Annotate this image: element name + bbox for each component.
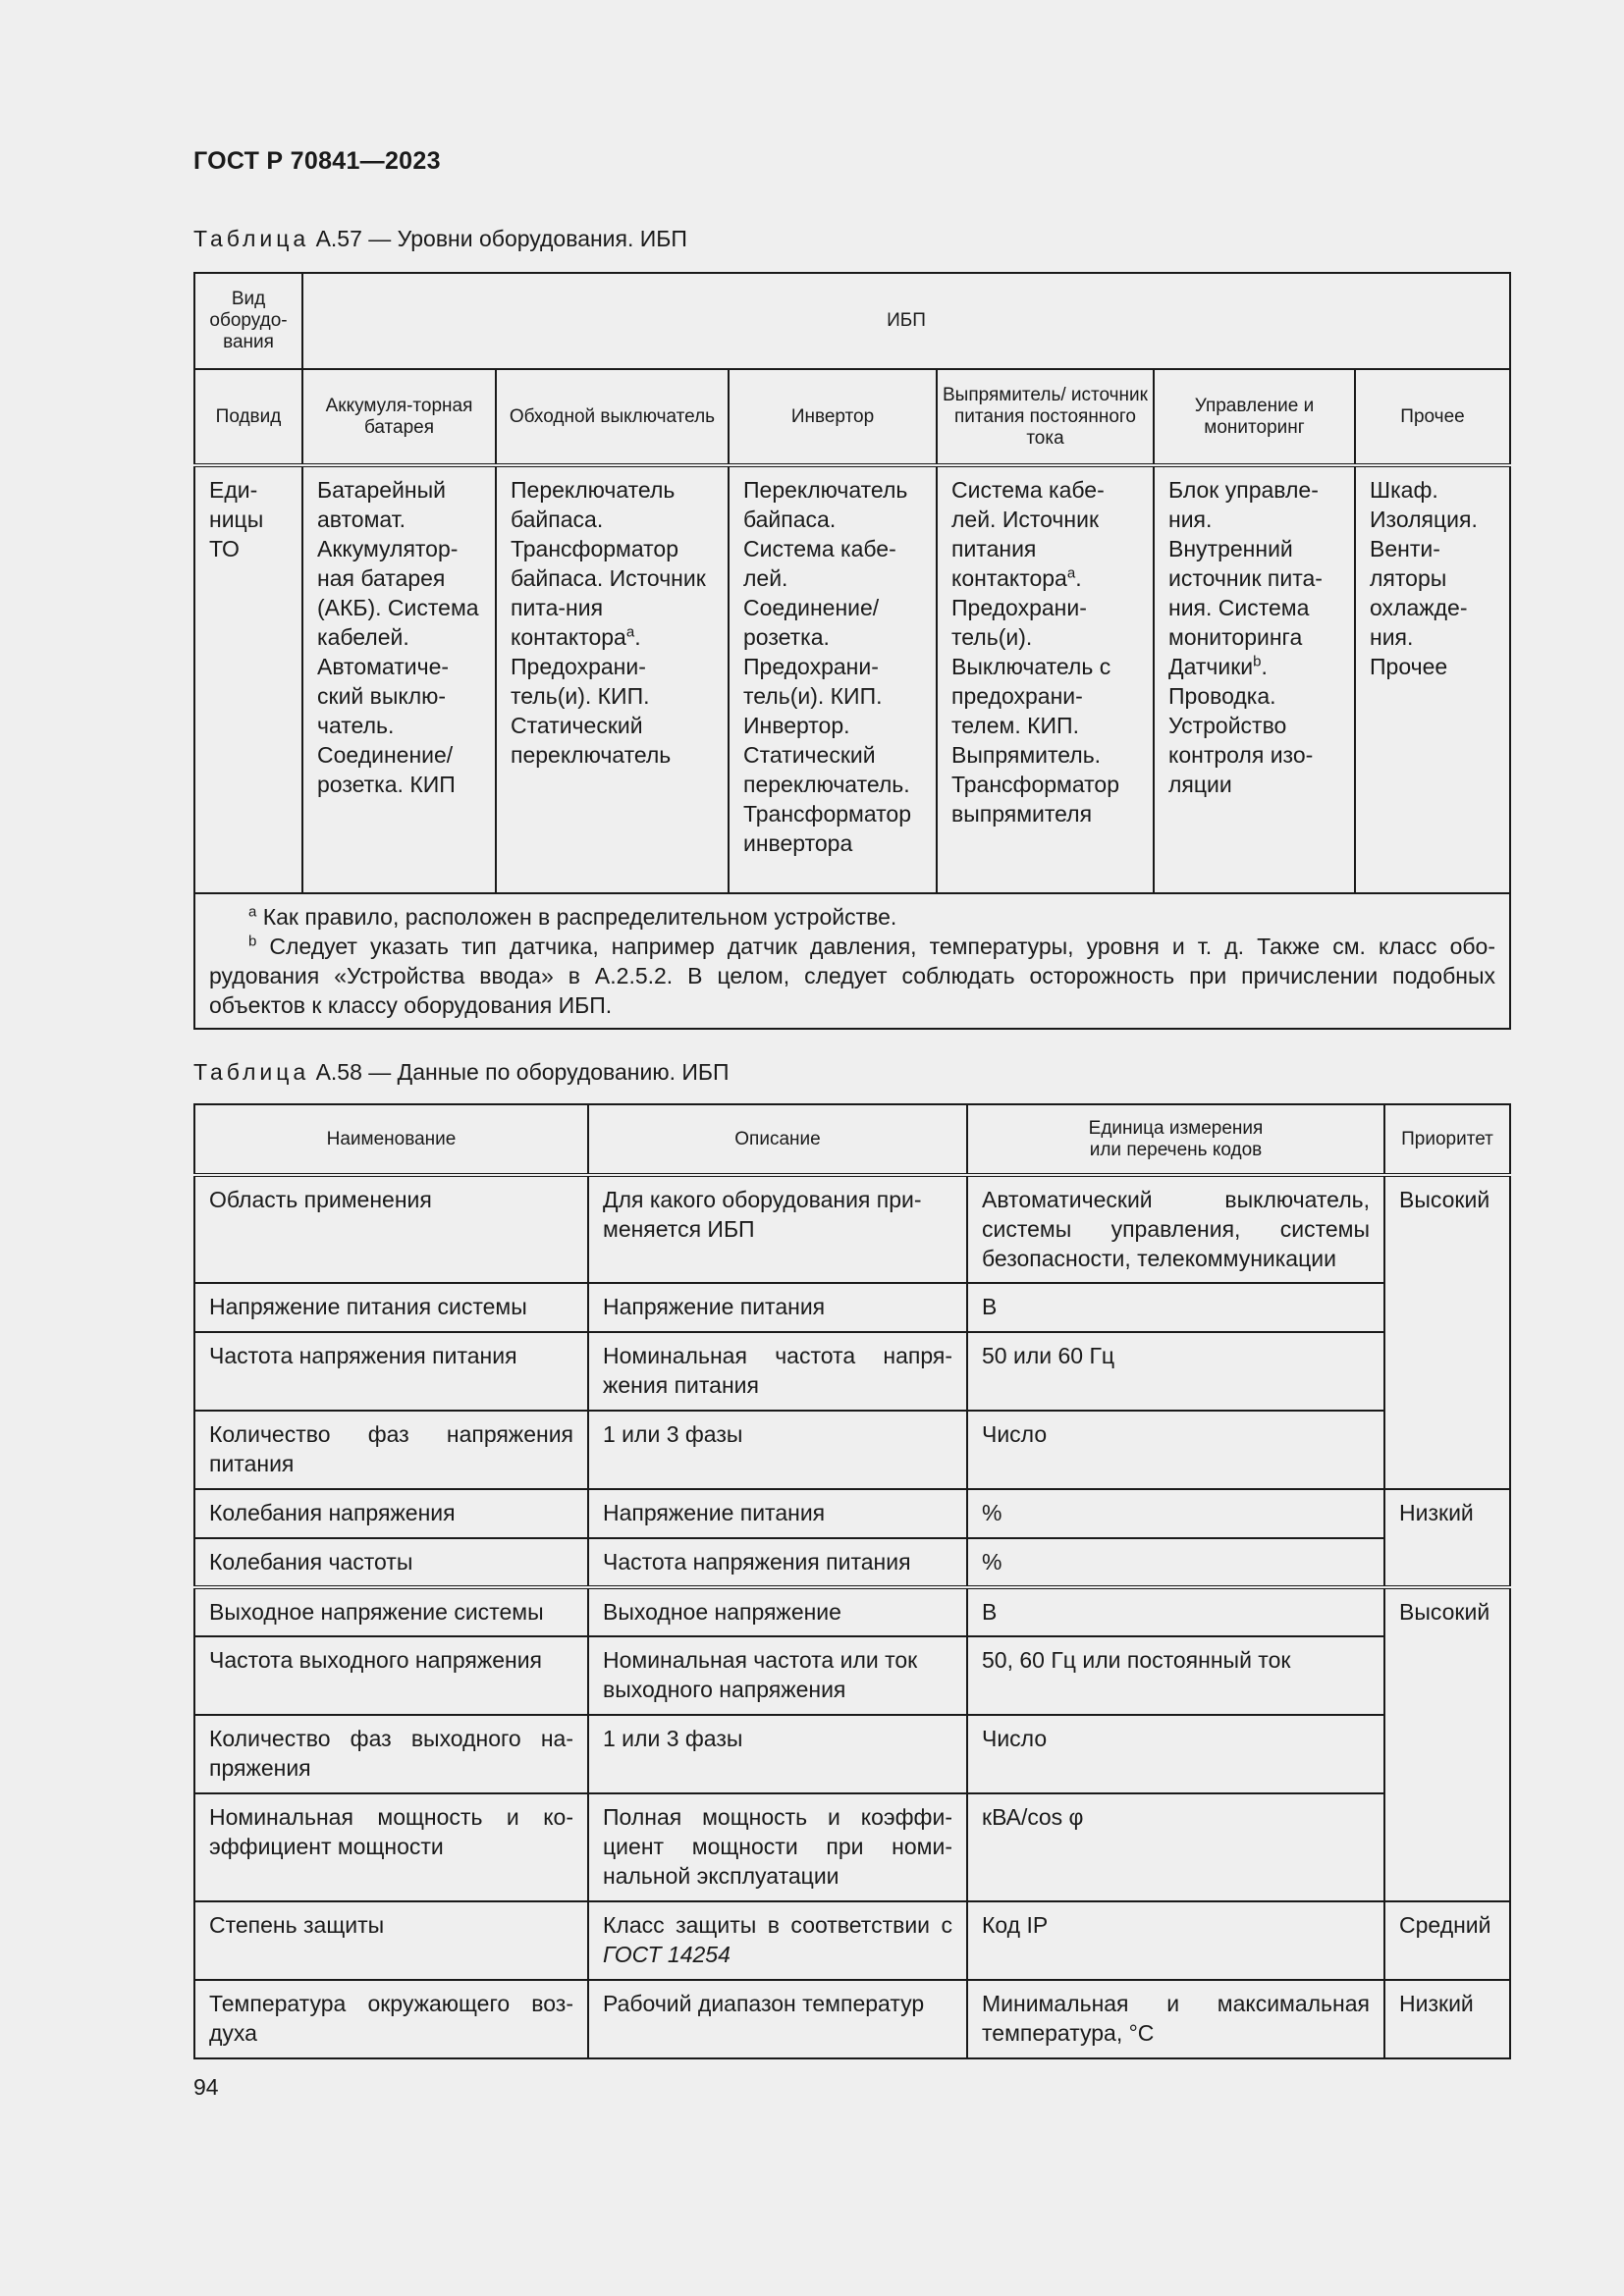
cell-name: Количество фаз напряжения питания	[194, 1411, 588, 1489]
column-header-name: Наименование	[194, 1104, 588, 1175]
cell-priority: Высокий	[1384, 1175, 1510, 1489]
column-header-inverter: Инвертор	[729, 369, 937, 465]
cell-unit: В	[967, 1283, 1384, 1332]
cell-inverter: Переключатель байпаса. Система кабе-лей. Соединение/ розетка. Предохрани-тель(и). КИП. Инвертор. Статический переключатель. Трансформатор инвертора	[729, 465, 937, 893]
column-header-description: Описание	[588, 1104, 967, 1175]
table-row	[194, 1489, 1510, 1538]
table-57	[193, 272, 1511, 1030]
cell-description: Напряжение питания	[588, 1283, 967, 1332]
cell-priority: Средний	[1384, 1901, 1510, 1980]
cell-name: Степень защиты	[194, 1901, 588, 1980]
table-58	[193, 1103, 1511, 2059]
table-58-caption-prefix: Таблица	[193, 1059, 310, 1085]
cell-unit: %	[967, 1538, 1384, 1587]
cell-unit: 50, 60 Гц или постоянный ток	[967, 1636, 1384, 1715]
table-row	[194, 1587, 1510, 1636]
table-row	[194, 1793, 1510, 1901]
cell-name: Колебания напряжения	[194, 1489, 588, 1538]
cell-description: Класс защиты в соответствии с ГОСТ 14254	[588, 1901, 967, 1980]
cell-name: Количество фаз выходного на-пряжения	[194, 1715, 588, 1793]
cell-rectifier: Система кабе-лей. Источник питания контактора$^a$. Предохрани-тель(и). Выключатель с предохрани-телем. КИП. Выпрямитель. Трансформатор выпрямителя	[937, 465, 1154, 893]
cell-unit: 50 или 60 Гц	[967, 1332, 1384, 1411]
cell-unit: Минимальная и максимальная температура, °С	[967, 1980, 1384, 2058]
table-57-caption-text: А.57 — Уровни оборудования. ИБП	[309, 226, 687, 251]
cell-control: Блок управле-ния. Внутренний источник пита-ния. Система мониторинга Датчики$^b$. Проводка. Устройство контроля изо-ляции	[1154, 465, 1355, 893]
column-header-priority: Приоритет	[1384, 1104, 1510, 1175]
row-label-maintenance-units: Еди-ницы ТО	[194, 465, 302, 893]
cell-unit: кВА/cos φ	[967, 1793, 1384, 1901]
subtype-header: Подвид	[194, 369, 302, 465]
cell-name: Частота выходного напряжения	[194, 1636, 588, 1715]
footnote-a: $^a$ Как правило, расположен в распределительном устройстве.	[248, 903, 897, 930]
column-header-other: Прочее	[1355, 369, 1510, 465]
table-57-caption-prefix: Таблица	[193, 226, 310, 251]
cell-description: 1 или 3 фазы	[588, 1715, 967, 1793]
document-id: ГОСТ Р 70841—2023	[193, 147, 441, 175]
column-header-rectifier: Выпрямитель/ источник питания постоянного тока	[937, 369, 1154, 465]
cell-priority: Низкий	[1384, 1489, 1510, 1587]
cell-unit: Число	[967, 1715, 1384, 1793]
table-row	[194, 1901, 1510, 1980]
table-row	[194, 1538, 1510, 1587]
cell-unit: Число	[967, 1411, 1384, 1489]
cell-priority: Низкий	[1384, 1980, 1510, 2058]
column-header-battery: Аккумуля-торная батарея	[302, 369, 496, 465]
cell-name: Выходное напряжение системы	[194, 1587, 588, 1636]
cell-description: Напряжение питания	[588, 1489, 967, 1538]
cell-description: 1 или 3 фазы	[588, 1411, 967, 1489]
table-row	[194, 1332, 1510, 1411]
cell-description: Номинальная частота напря-жения питания	[588, 1332, 967, 1411]
cell-description: Частота напряжения питания	[588, 1538, 967, 1587]
cell-bypass: Переключатель байпаса. Трансформатор байпаса. Источник пита-ния контактора$^a$. Предохрани-тель(и). КИП. Статический переключатель	[496, 465, 729, 893]
cell-name: Температура окружающего воз-духа	[194, 1980, 588, 2058]
ups-group-header: ИБП	[302, 273, 1510, 369]
equipment-type-header: Вид оборудо-вания	[194, 273, 302, 369]
cell-name: Колебания частоты	[194, 1538, 588, 1587]
table-57-caption	[193, 226, 687, 252]
cell-description: Номинальная частота или ток выходного напряжения	[588, 1636, 967, 1715]
cell-description: Рабочий диапазон температур	[588, 1980, 967, 2058]
footnote-b: $^b$ Следует указать тип датчика, например датчик давления, температуры, уровня и т. д. Также см. класс обо-рудования «Устройства ввода» в А.2.5.2. В целом, следует соблюдать осторожность при причислении подобных объектов к классу оборудования ИБП.	[209, 933, 1495, 1018]
cell-name: Область применения	[194, 1175, 588, 1283]
table-row	[194, 1715, 1510, 1793]
cell-unit: Код IP	[967, 1901, 1384, 1980]
cell-description: Полная мощность и коэффи-циент мощности при номи-нальной эксплуатации	[588, 1793, 967, 1901]
table-row	[194, 1175, 1510, 1283]
page-number: 94	[193, 2074, 219, 2100]
cell-name: Частота напряжения питания	[194, 1332, 588, 1411]
cell-name: Номинальная мощность и ко-эффициент мощности	[194, 1793, 588, 1901]
cell-unit: %	[967, 1489, 1384, 1538]
column-header-control: Управление и мониторинг	[1154, 369, 1355, 465]
column-header-unit: Единица измерения или перечень кодов	[967, 1104, 1384, 1175]
table-57-footnotes	[194, 893, 1510, 1029]
cell-name: Напряжение питания системы	[194, 1283, 588, 1332]
table-row	[194, 1283, 1510, 1332]
table-58-caption-text: А.58 — Данные по оборудованию. ИБП	[309, 1059, 730, 1085]
cell-unit: В	[967, 1587, 1384, 1636]
table-58-caption	[193, 1059, 730, 1086]
cell-description: Выходное напряжение	[588, 1587, 967, 1636]
table-row	[194, 1980, 1510, 2058]
cell-unit: Автоматический выключатель, системы управления, системы безопасности, телекоммуникации	[967, 1175, 1384, 1283]
cell-priority: Высокий	[1384, 1587, 1510, 1901]
table-row	[194, 1636, 1510, 1715]
table-row	[194, 1411, 1510, 1489]
column-header-bypass: Обходной выключатель	[496, 369, 729, 465]
cell-other: Шкаф. Изоляция. Венти-ляторы охлажде-ния. Прочее	[1355, 465, 1510, 893]
cell-battery: Батарейный автомат. Аккумулятор-ная батарея (АКБ). Система кабелей. Автоматиче-ский выклю-чатель. Соединение/ розетка. КИП	[302, 465, 496, 893]
cell-description: Для какого оборудования при-меняется ИБП	[588, 1175, 967, 1283]
